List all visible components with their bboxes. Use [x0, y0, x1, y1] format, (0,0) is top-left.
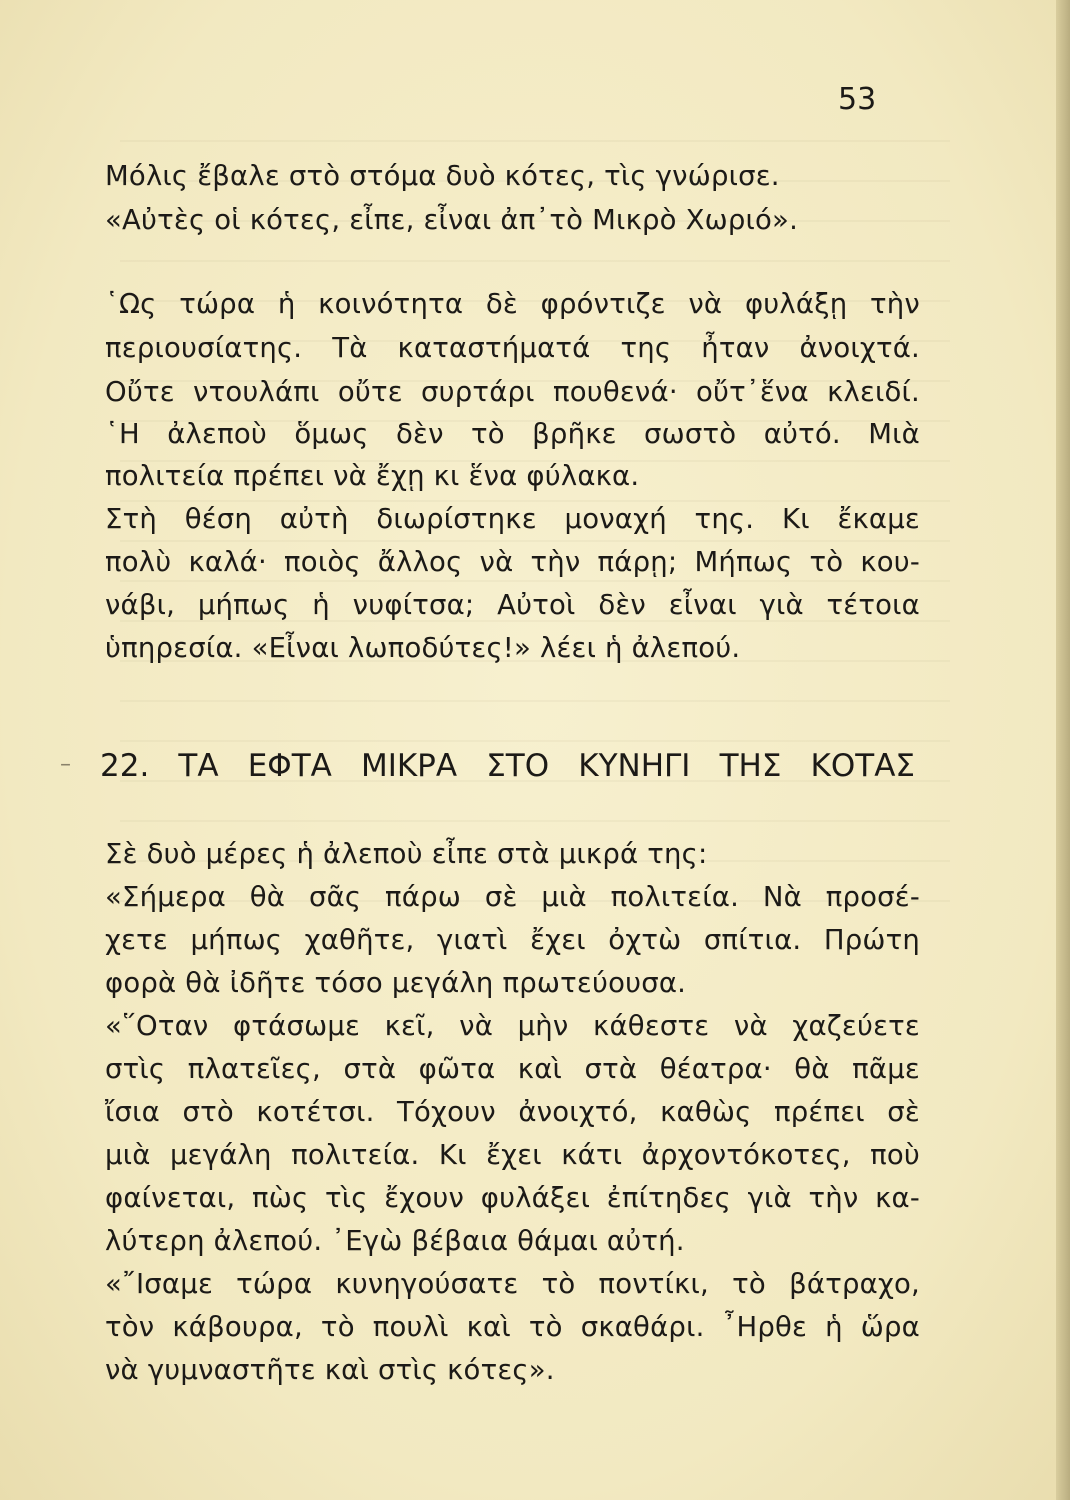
chapter-heading: 22. ΤΑ ΕΦΤΑ ΜΙΚΡΑ ΣΤΟ ΚΥΝΗΓΙ ΤΗΣ ΚΟΤΑΣ: [100, 748, 915, 784]
text-line: στὶς πλατεῖες, στὰ φῶτα καὶ στὰ θέατρα· θὰ πᾶμε: [105, 1053, 920, 1085]
text-line: Σὲ δυὸ μέρες ἡ ἀλεποὺ εἶπε στὰ μικρά της:: [105, 838, 708, 870]
text-line: λύτερη ἀλεπού. ᾿Εγὼ βέβαια θάμαι αὐτή.: [105, 1225, 685, 1257]
text-line: τὸν κάβουρα, τὸ πουλὶ καὶ τὸ σκαθάρι. ῏Ηρθε ἡ ὥρα: [105, 1311, 920, 1343]
text-line: ἴσια στὸ κοτέτσι. Τόχουν ἀνοιχτό, καθὼς πρέπει σὲ: [105, 1096, 920, 1128]
text-line: χετε μήπως χαθῆτε, γιατὶ ἔχει ὀχτὼ σπίτια. Πρώτη: [105, 924, 920, 956]
text-line: «῞Οταν φτάσωμε κεῖ, νὰ μὴν κάθεστε νὰ χαζεύετε: [105, 1010, 920, 1042]
page-number: 53: [838, 82, 877, 117]
text-line: νάβι, μήπως ἡ νυφίτσα; Αὐτοὶ δὲν εἶναι γιὰ τέτοια: [105, 589, 920, 621]
text-line: Μόλις ἔβαλε στὸ στόμα δυὸ κότες, τὶς γνώρισε.: [105, 160, 780, 192]
text-line: «Αὐτὲς οἱ κότες, εἶπε, εἶναι ἀπ᾿τὸ Μικρὸ Χωριό».: [105, 204, 799, 236]
text-line: φαίνεται, πὼς τὶς ἔχουν φυλάξει ἐπίτηδες γιὰ τὴν κα-: [105, 1182, 920, 1214]
text-line: πολιτεία πρέπει νὰ ἔχῃ κι ἕνα φύλακα.: [105, 460, 640, 492]
page-edge: [1056, 0, 1070, 1500]
text-line: μιὰ μεγάλη πολιτεία. Κι ἔχει κάτι ἀρχοντόκοτες, ποὺ: [105, 1139, 920, 1171]
text-line: Στὴ θέση αὐτὴ διωρίστηκε μοναχή της. Κι ἔκαμε: [105, 503, 920, 535]
text-line: ὑπηρεσία. «Εἶναι λωποδύτες!» λέει ἡ ἀλεπού.: [105, 632, 741, 664]
text-line: «῎Ισαμε τώρα κυνηγούσατε τὸ ποντίκι, τὸ βάτραχο,: [105, 1268, 920, 1300]
margin-mark: –: [60, 752, 71, 777]
text-line: περιουσίατης. Τὰ καταστήματά της ἦταν ἀνοιχτά.: [105, 332, 920, 364]
text-line: πολὺ καλά· ποιὸς ἄλλος νὰ τὴν πάρῃ; Μήπως τὸ κου-: [105, 546, 920, 578]
text-line: ῾Ως τώρα ἡ κοινότητα δὲ φρόντιζε νὰ φυλάξῃ τὴν: [105, 288, 920, 320]
text-line: νὰ γυμναστῆτε καὶ στὶς κότες».: [105, 1354, 555, 1386]
bleed-through-texture: [120, 140, 950, 940]
text-line: ῾Η ἀλεποὺ ὅμως δὲν τὸ βρῆκε σωστὸ αὐτό. Μιὰ: [105, 418, 920, 450]
text-line: Οὔτε ντουλάπι οὔτε συρτάρι πουθενά· οὔτ᾿ἕνα κλειδί.: [105, 376, 920, 408]
text-line: φορὰ θὰ ἰδῆτε τόσο μεγάλη πρωτεύουσα.: [105, 967, 687, 999]
text-line: «Σήμερα θὰ σᾶς πάρω σὲ μιὰ πολιτεία. Νὰ προσέ-: [105, 881, 920, 913]
